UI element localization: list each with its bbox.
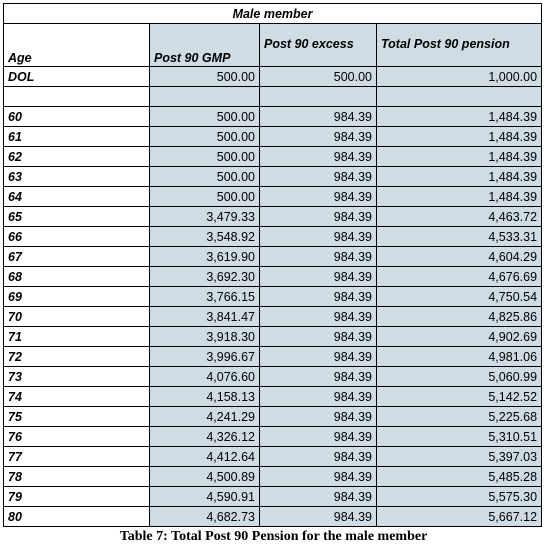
gmp-cell: 3,996.67 bbox=[150, 347, 260, 367]
age-cell: 72 bbox=[4, 347, 150, 367]
table-row bbox=[4, 307, 542, 327]
age-cell: 80 bbox=[4, 507, 150, 527]
excess-cell: 984.39 bbox=[260, 207, 377, 227]
excess-cell: 984.39 bbox=[260, 447, 377, 467]
age-cell: 77 bbox=[4, 447, 150, 467]
pension-table-container bbox=[3, 3, 541, 527]
total-cell: 4,981.06 bbox=[377, 347, 542, 367]
age-cell: 65 bbox=[4, 207, 150, 227]
spacer-cell bbox=[260, 87, 377, 107]
table-caption: Table 7: Total Post 90 Pension for the male member bbox=[119, 529, 428, 544]
age-cell: 76 bbox=[4, 427, 150, 447]
header-post90-excess: Post 90 excess bbox=[260, 24, 377, 67]
table-header-row bbox=[4, 24, 542, 67]
gmp-cell: 4,158.13 bbox=[150, 387, 260, 407]
excess-cell: 984.39 bbox=[260, 147, 377, 167]
table-row bbox=[4, 347, 542, 367]
table-row bbox=[4, 267, 542, 287]
spacer-row bbox=[4, 87, 542, 107]
total-cell: 4,750.54 bbox=[377, 287, 542, 307]
age-cell: 71 bbox=[4, 327, 150, 347]
age-cell: 61 bbox=[4, 127, 150, 147]
total-cell: 5,142.52 bbox=[377, 387, 542, 407]
dol-total: 1,000.00 bbox=[377, 67, 542, 87]
total-cell: 5,225.68 bbox=[377, 407, 542, 427]
gmp-cell: 500.00 bbox=[150, 127, 260, 147]
table-row bbox=[4, 247, 542, 267]
table-row bbox=[4, 507, 542, 527]
gmp-cell: 4,076.60 bbox=[150, 367, 260, 387]
dol-label: DOL bbox=[4, 67, 150, 87]
table-title-row bbox=[4, 4, 542, 24]
age-cell: 66 bbox=[4, 227, 150, 247]
gmp-cell: 4,500.89 bbox=[150, 467, 260, 487]
age-cell: 73 bbox=[4, 367, 150, 387]
excess-cell: 984.39 bbox=[260, 467, 377, 487]
gmp-cell: 3,479.33 bbox=[150, 207, 260, 227]
age-cell: 69 bbox=[4, 287, 150, 307]
total-cell: 5,310.51 bbox=[377, 427, 542, 447]
dol-gmp: 500.00 bbox=[150, 67, 260, 87]
total-cell: 4,533.31 bbox=[377, 227, 542, 247]
total-cell: 1,484.39 bbox=[377, 167, 542, 187]
age-cell: 60 bbox=[4, 107, 150, 127]
excess-cell: 984.39 bbox=[260, 427, 377, 447]
excess-cell: 984.39 bbox=[260, 487, 377, 507]
excess-cell: 984.39 bbox=[260, 167, 377, 187]
dol-excess: 500.00 bbox=[260, 67, 377, 87]
total-cell: 5,485.28 bbox=[377, 467, 542, 487]
excess-cell: 984.39 bbox=[260, 507, 377, 527]
header-total-post90-pension: Total Post 90 pension bbox=[377, 24, 542, 67]
table-row bbox=[4, 287, 542, 307]
total-cell: 5,060.99 bbox=[377, 367, 542, 387]
gmp-cell: 4,590.91 bbox=[150, 487, 260, 507]
gmp-cell: 3,841.47 bbox=[150, 307, 260, 327]
excess-cell: 984.39 bbox=[260, 267, 377, 287]
total-cell: 1,484.39 bbox=[377, 127, 542, 147]
excess-cell: 984.39 bbox=[260, 307, 377, 327]
spacer-cell bbox=[150, 87, 260, 107]
total-cell: 4,825.86 bbox=[377, 307, 542, 327]
age-cell: 78 bbox=[4, 467, 150, 487]
gmp-cell: 4,412.64 bbox=[150, 447, 260, 467]
table-row bbox=[4, 427, 542, 447]
excess-cell: 984.39 bbox=[260, 247, 377, 267]
total-cell: 1,484.39 bbox=[377, 187, 542, 207]
table-row bbox=[4, 407, 542, 427]
gmp-cell: 3,766.15 bbox=[150, 287, 260, 307]
table-row bbox=[4, 187, 542, 207]
table-row bbox=[4, 487, 542, 507]
total-cell: 1,484.39 bbox=[377, 147, 542, 167]
excess-cell: 984.39 bbox=[260, 127, 377, 147]
header-post90-gmp: Post 90 GMP bbox=[150, 24, 260, 67]
total-cell: 4,902.69 bbox=[377, 327, 542, 347]
gmp-cell: 3,619.90 bbox=[150, 247, 260, 267]
gmp-cell: 500.00 bbox=[150, 167, 260, 187]
age-cell: 79 bbox=[4, 487, 150, 507]
excess-cell: 984.39 bbox=[260, 107, 377, 127]
total-cell: 4,676.69 bbox=[377, 267, 542, 287]
age-cell: 64 bbox=[4, 187, 150, 207]
total-cell: 5,667.12 bbox=[377, 507, 542, 527]
table-row bbox=[4, 207, 542, 227]
gmp-cell: 500.00 bbox=[150, 107, 260, 127]
table-row bbox=[4, 227, 542, 247]
dol-row bbox=[4, 67, 542, 87]
table-row bbox=[4, 387, 542, 407]
spacer-cell bbox=[4, 87, 150, 107]
table-row bbox=[4, 367, 542, 387]
excess-cell: 984.39 bbox=[260, 327, 377, 347]
gmp-cell: 4,682.73 bbox=[150, 507, 260, 527]
total-cell: 4,604.29 bbox=[377, 247, 542, 267]
total-cell: 5,397.03 bbox=[377, 447, 542, 467]
excess-cell: 984.39 bbox=[260, 287, 377, 307]
gmp-cell: 500.00 bbox=[150, 147, 260, 167]
excess-cell: 984.39 bbox=[260, 347, 377, 367]
gmp-cell: 4,241.29 bbox=[150, 407, 260, 427]
table-row bbox=[4, 467, 542, 487]
age-cell: 74 bbox=[4, 387, 150, 407]
excess-cell: 984.39 bbox=[260, 187, 377, 207]
age-cell: 75 bbox=[4, 407, 150, 427]
excess-cell: 984.39 bbox=[260, 227, 377, 247]
gmp-cell: 500.00 bbox=[150, 187, 260, 207]
age-cell: 63 bbox=[4, 167, 150, 187]
excess-cell: 984.39 bbox=[260, 387, 377, 407]
age-cell: 62 bbox=[4, 147, 150, 167]
table-row bbox=[4, 447, 542, 467]
gmp-cell: 3,548.92 bbox=[150, 227, 260, 247]
excess-cell: 984.39 bbox=[260, 407, 377, 427]
gmp-cell: 4,326.12 bbox=[150, 427, 260, 447]
table-title: Male member bbox=[4, 4, 542, 24]
age-cell: 67 bbox=[4, 247, 150, 267]
gmp-cell: 3,692.30 bbox=[150, 267, 260, 287]
total-cell: 1,484.39 bbox=[377, 107, 542, 127]
age-cell: 70 bbox=[4, 307, 150, 327]
header-age: Age bbox=[4, 24, 150, 67]
table-row bbox=[4, 127, 542, 147]
excess-cell: 984.39 bbox=[260, 367, 377, 387]
table-row bbox=[4, 107, 542, 127]
total-cell: 4,463.72 bbox=[377, 207, 542, 227]
age-cell: 68 bbox=[4, 267, 150, 287]
table-row bbox=[4, 327, 542, 347]
spacer-cell bbox=[377, 87, 542, 107]
gmp-cell: 3,918.30 bbox=[150, 327, 260, 347]
table-row bbox=[4, 167, 542, 187]
total-cell: 5,575.30 bbox=[377, 487, 542, 507]
table-row bbox=[4, 147, 542, 167]
pension-table bbox=[3, 3, 542, 527]
